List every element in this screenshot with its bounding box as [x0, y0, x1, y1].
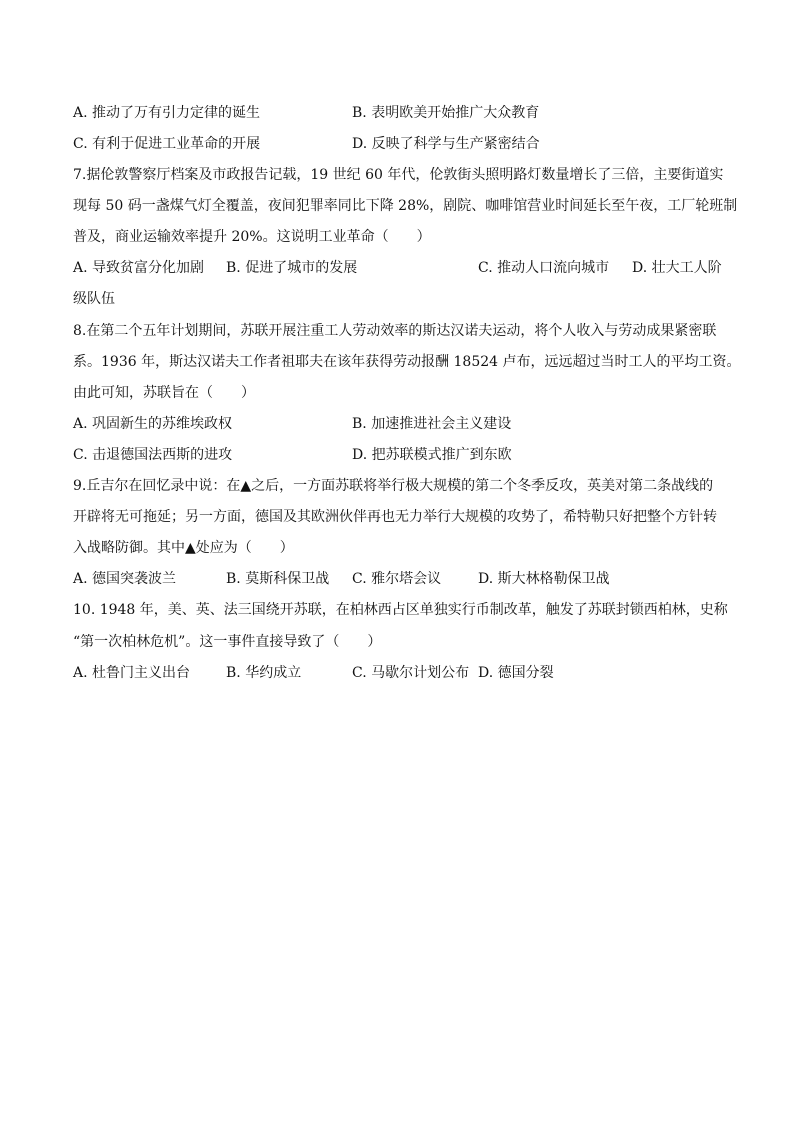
q7-stem-line-2: 现每 50 码一盏煤气灯全覆盖，夜间犯罪率同比下降 28%，剧院、咖啡馆营业时间延长至午夜，工厂轮班制: [73, 198, 738, 214]
q9-option-b: B. 莫斯科保卫战: [226, 571, 330, 587]
q6-option-d: D. 反映了科学与生产紧密结合: [352, 136, 540, 152]
q6-option-b: B. 表明欧美开始推广大众教育: [352, 105, 540, 121]
q7-option-d-wrap: 级队伍: [73, 291, 115, 307]
q7-option-c: C. 推动人口流向城市: [478, 260, 610, 276]
q10-stem-line-1: 10. 1948 年，美、英、法三国绕开苏联，在柏林西占区单独实行币制改革，触发了苏联封锁西柏林，史称: [73, 602, 728, 618]
q10-stem-line-2: “第一次柏林危机”。这一事件直接导致了（ ）: [73, 634, 382, 650]
q7-stem-line-1: 7.据伦敦警察厅档案及市政报告记载，19 世纪 60 年代，伦敦街头照明路灯数量增长了三倍，主要街道实: [73, 167, 724, 183]
q7-option-d: D. 壮大工人阶: [632, 260, 722, 276]
q10-option-c: C. 马歇尔计划公布: [352, 665, 470, 681]
q7-option-b: B. 促进了城市的发展: [226, 260, 358, 276]
q8-option-b: B. 加速推进社会主义建设: [352, 416, 512, 432]
q6-option-a: A. 推动了万有引力定律的诞生: [73, 105, 261, 121]
q10-option-b: B. 华约成立: [226, 665, 302, 681]
q9-option-c: C. 雅尔塔会议: [352, 571, 442, 587]
q9-option-d: D. 斯大林格勒保卫战: [478, 571, 610, 587]
q8-stem-line-2: 系。1936 年，斯达汉诺夫工作者祖耶夫在该年获得劳动报酬 18524 卢布，远远超过当时工人的平均工资。: [73, 354, 741, 370]
q7-stem-line-3: 普及，商业运输效率提升 20%。这说明工业革命（ ）: [73, 229, 431, 245]
q9-stem-line-3: 入战略防御。其中▲处应为（ ）: [73, 540, 294, 556]
q9-stem-line-2: 开辟将无可拖延；另一方面，德国及其欧洲伙伴再也无力举行大规模的攻势了，希特勒只好把整个方针转: [73, 509, 717, 525]
q8-stem-line-3: 由此可知，苏联旨在（ ）: [73, 385, 255, 401]
q8-option-a: A. 巩固新生的苏维埃政权: [73, 416, 233, 432]
q9-stem-line-1: 9.丘吉尔在回忆录中说：在▲之后，一方面苏联将举行极大规模的第二个冬季反攻，英美对第二条战线的: [73, 478, 714, 494]
q8-option-c: C. 击退德国法西斯的进攻: [73, 447, 233, 463]
q9-option-a: A. 德国突袭波兰: [73, 571, 177, 587]
q8-option-d: D. 把苏联模式推广到东欧: [352, 447, 512, 463]
q10-option-d: D. 德国分裂: [478, 665, 554, 681]
q6-option-c: C. 有利于促进工业革命的开展: [73, 136, 261, 152]
q10-option-a: A. 杜鲁门主义出台: [73, 665, 191, 681]
q8-stem-line-1: 8.在第二个五年计划期间，苏联开展注重工人劳动效率的斯达汉诺夫运动，将个人收入与劳动成果紧密联: [73, 323, 717, 339]
q7-option-a: A. 导致贫富分化加剧: [73, 260, 205, 276]
